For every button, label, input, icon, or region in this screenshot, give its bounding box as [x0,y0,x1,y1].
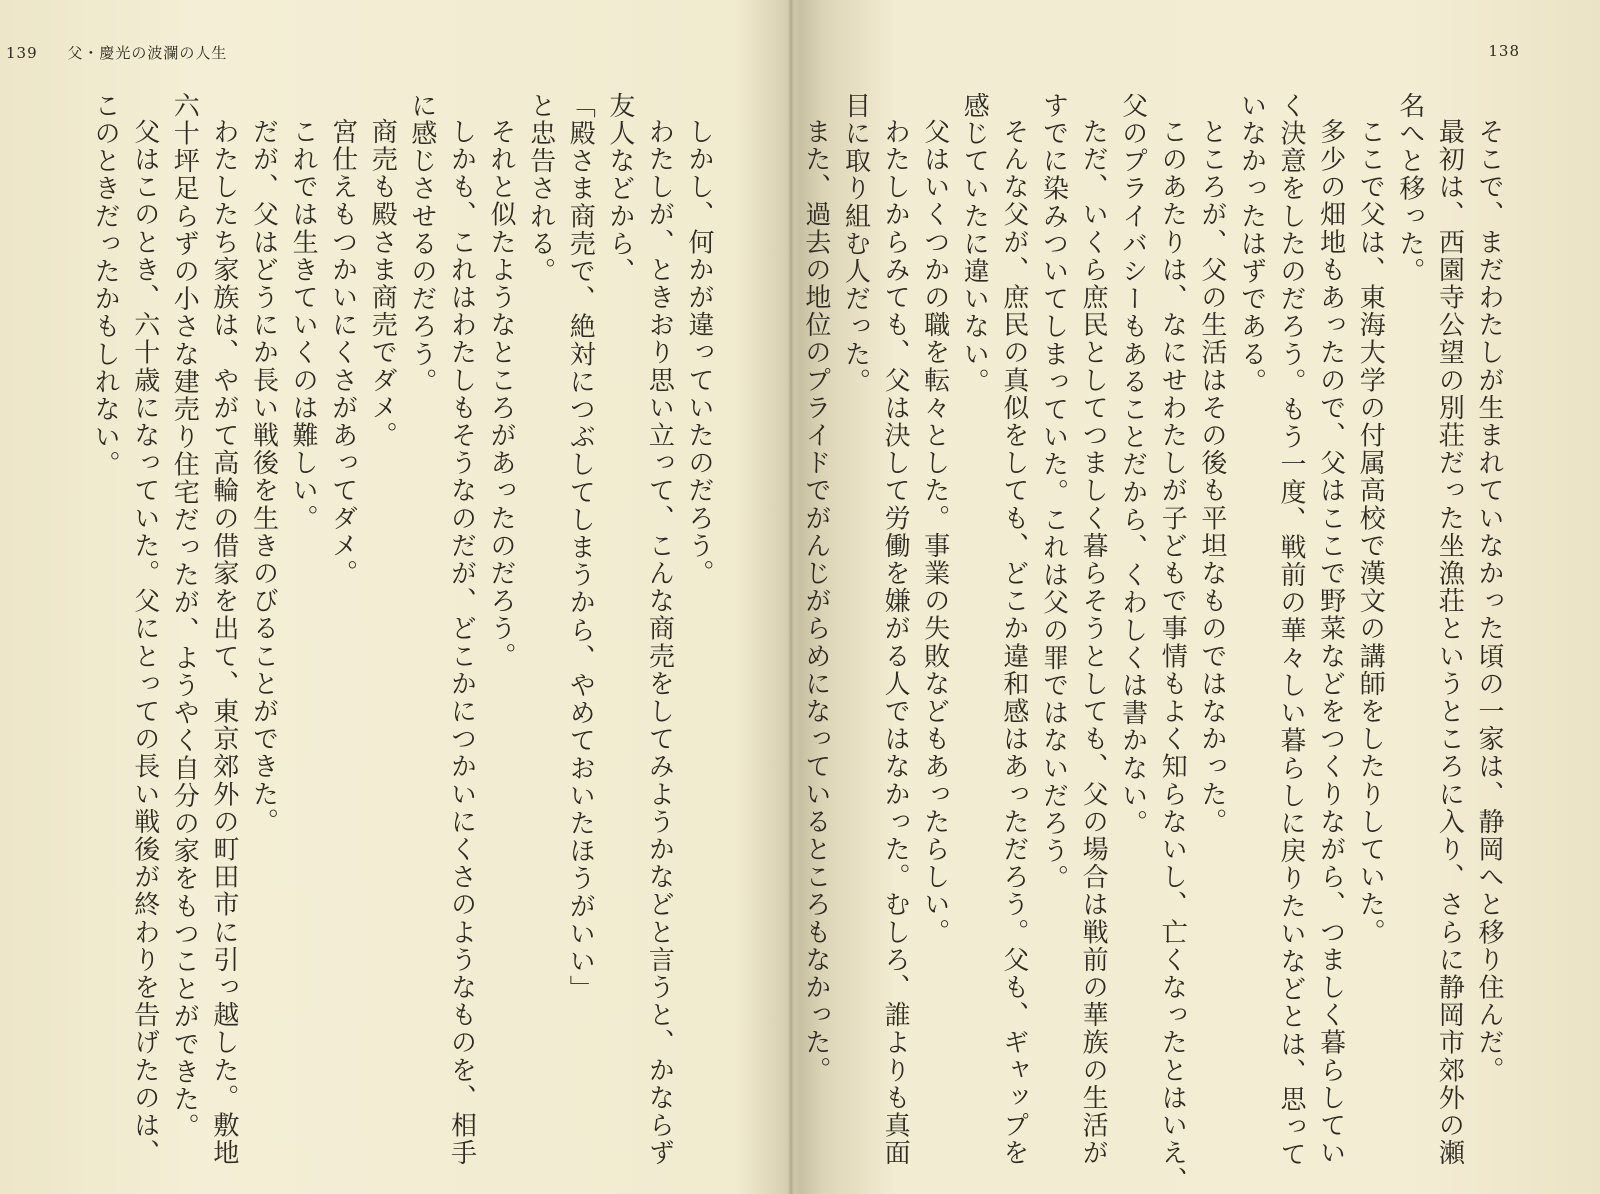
text-line: 名へと移った。 [1394,92,1425,286]
text-line: 感じていたに違いない。 [959,92,990,396]
right-page-body [795,92,1508,1194]
running-head: 父・慶光の波瀾の人生 [67,44,228,62]
text-line: すでに染みついてしまっていた。これは父の罪ではないだろう。 [1038,92,1069,893]
text-line: わたしからみても、父は決して労働を嫌がる人ではなかった。むしろ、誰よりも真面 [880,118,911,1167]
left-page-body [85,92,719,1167]
text-line: 最初は、西園寺公望の別荘だった坐漁荘というところに入り、さらに静岡市郊外の瀬 [1434,118,1465,1167]
text-line: いなかったはずである。 [1236,92,1267,396]
text-line: 多少の畑地もあったので、父はここで野菜などをつくりながら、つましく暮らしてい [1315,118,1346,1167]
text-line: それと似たようなところがあったのだろう。 [486,118,517,670]
text-line: 父のプライバシーもあることだから、くわしくは書かない。 [1117,92,1148,838]
text-line: ただ、いくら庶民としてつましく暮らそうとしても、父の場合は戦前の華族の生活が [1078,118,1109,1167]
text-line: そんな父が、庶民の真似をしても、どこか違和感はあっただろう。父も、ギャップを [998,118,1029,1167]
text-line: ここで父は、東海大学の付属高校で漢文の講師をしたりしていた。 [1355,118,1386,946]
text-line: そこで、まだわたしが生まれていなかった頃の一家は、静岡へと移り住んだ。 [1474,118,1504,1084]
text-line: これでは生きていくのは難しい。 [288,118,319,532]
text-line: 父はこのとき、六十歳になっていた。父にとっての長い戦後が終わりを告げたのは、 [129,118,160,1167]
left-page [0,0,790,1194]
text-line: 目に取り組む人だった。 [840,92,871,396]
text-line: わたしが、ときおり思い立って、こんな商売をしてみようかなどと言うと、かならず [644,118,675,1167]
text-line: 父はいくつかの職を転々とした。事業の失敗などもあったらしい。 [919,118,950,946]
left-page-number: 139 [6,44,38,62]
text-line: また、過去の地位のプライドでがんじがらめになっているところもなかった。 [800,118,831,1084]
text-line: に感じさせるのだろう。 [406,92,437,396]
text-line: く決意をしたのだろう。もう一度、戦前の華々しい暮らしに戻りたいなどとは、思って [1276,92,1307,1169]
text-line: と忠告される。 [525,92,556,286]
text-line: このあたりは、なにせわたしが子どもで事情もよく知らないし、亡くなったとはいえ、 [1157,118,1188,1194]
text-line: 宮仕えもつかいにくさがあってダメ。 [327,118,358,588]
text-line: このときだったかもしれない。 [90,92,121,479]
text-line: 友人などから、 [604,92,635,286]
right-page [790,0,1600,1194]
text-line: しかも、これはわたしもそうなのだが、どこかにつかいにくさのようなものを、相手 [446,118,477,1167]
text-line: 商売も殿さま商売でダメ。 [367,118,398,450]
text-line: わたしたち家族は、やがて高輪の借家を出て、東京郊外の町田市に引っ越した。敷地 [208,118,239,1167]
text-line: ところが、父の生活はその後も平坦なものではなかった。 [1196,118,1227,836]
right-page-number: 138 [1488,42,1520,60]
text-line: 六十坪足らずの小さな建売り住宅だったが、ようやく自分の家をもつことができた。 [169,92,200,1141]
text-line: だが、父はどうにか長い戦後を生きのびることができた。 [248,118,279,836]
text-line: 「殿さま商売で、絶対につぶしてしまうから、やめておいたほうがいい」 [565,92,596,1003]
text-line: しかし、何かが違っていたのだろう。 [684,118,714,588]
left-page-header [6,42,227,63]
